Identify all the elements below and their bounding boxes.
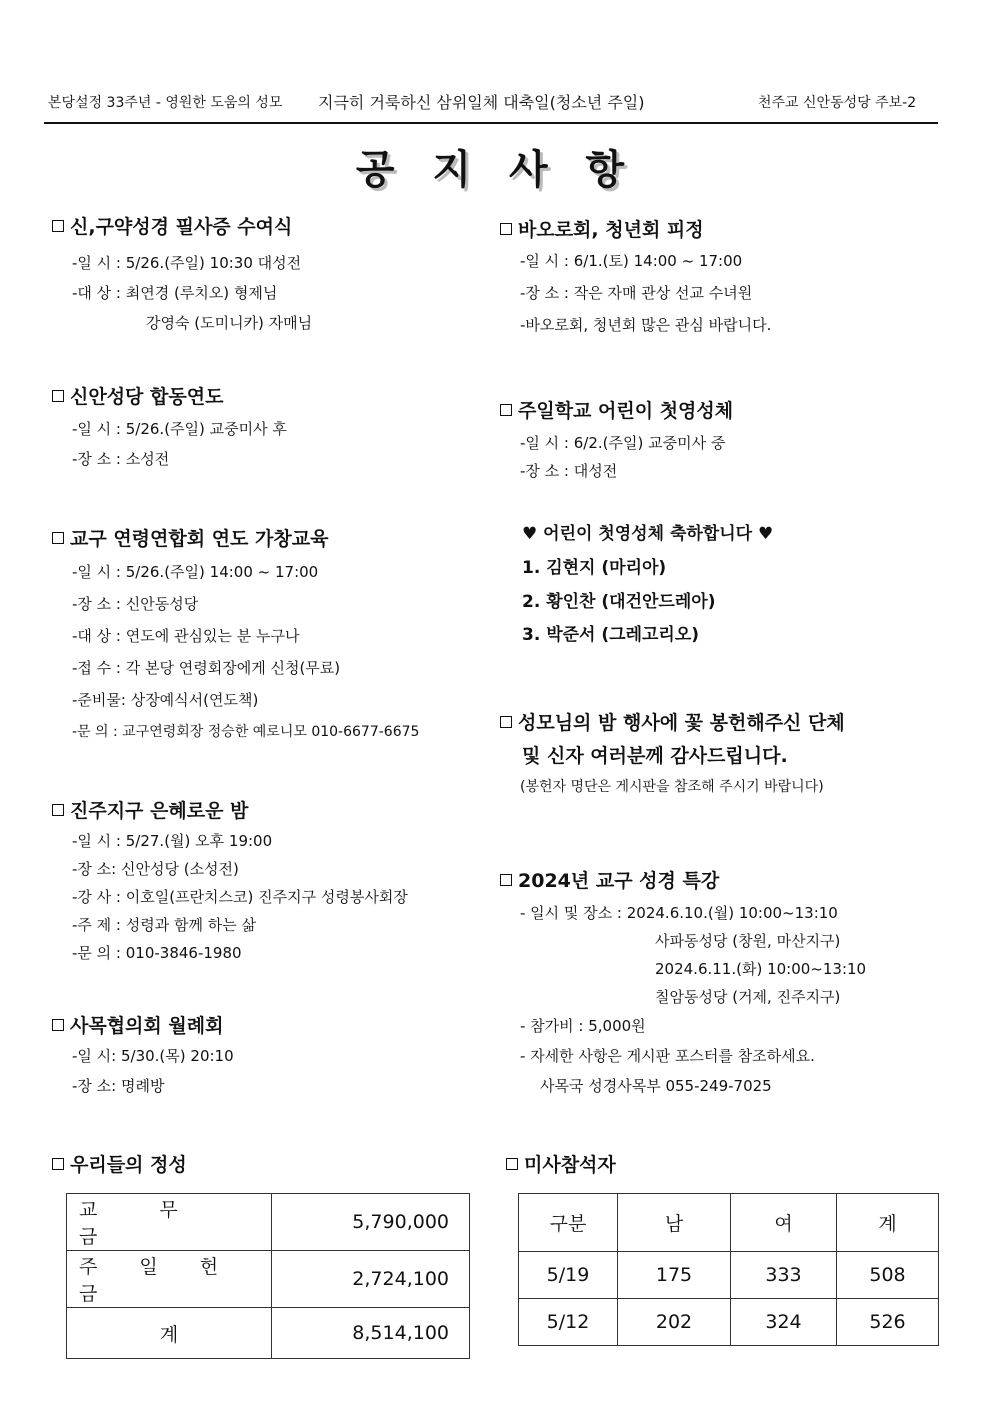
notice-line: - 일시 및 장소 : 2024.6.10.(월) 10:00~13:10 [520,904,838,922]
section-title: 2024년 교구 성경 특강 [500,866,719,893]
congrats-name: 1. 김현지 (마리아) [522,558,667,578]
table-cell: 202 [618,1299,731,1346]
notice-line: -일 시 : 5/27.(월) 오후 19:00 [72,832,273,850]
page-title: 공 지 사 항 [355,147,637,193]
notice-line: -일 시 : 5/26.(주일) 교중미사 후 [72,420,287,438]
offering-label: 교 무 금 [67,1194,272,1251]
offering-label: 계 [67,1308,272,1359]
header-parish-anniversary: 본당설정 33주년 - 영원한 도움의 성모 [48,95,283,111]
notice-line: -장 소 : 대성전 [520,462,618,480]
congrats-name: 3. 박준서 (그레고리오) [522,625,700,645]
notice-line: - 참가비 : 5,000원 [520,1017,646,1035]
notice-line: -준비물: 상장예식서(연도책) [72,691,259,709]
table-header-row [519,1194,939,1252]
notice-line: -장 소 : 신안동성당 [72,595,199,613]
offerings-title: 우리들의 정성 [52,1150,187,1177]
section-title: 진주지구 은혜로운 밤 [52,796,248,823]
section-title-continued: 및 신자 여러분께 감사드립니다. [522,745,788,767]
notice-line: -일 시 : 6/2.(주일) 교중미사 중 [520,434,726,452]
notice-line: -장 소: 명례방 [72,1077,165,1095]
section-title: 신안성당 합동연도 [52,382,223,409]
table-cell: 5/19 [519,1252,618,1299]
table-row [519,1299,939,1346]
table-cell: 526 [837,1299,939,1346]
column-header: 구분 [519,1194,618,1252]
checkbox-icon [52,390,64,402]
notice-line: - 자세한 사항은 게시판 포스터를 참조하세요. [520,1047,815,1065]
table-cell: 175 [618,1252,731,1299]
table-row [67,1251,470,1308]
offering-amount: 5,790,000 [272,1194,470,1251]
notice-line: -일 시 : 5/26.(주일) 10:30 대성전 [72,254,302,272]
table-row [67,1308,470,1359]
table-cell: 5/12 [519,1299,618,1346]
checkbox-icon [52,1158,64,1170]
column-header: 남 [618,1194,731,1252]
table-row [519,1252,939,1299]
notice-line: -대 상 : 최연경 (루치오) 형제님 [72,284,278,302]
attendance-table [518,1193,939,1346]
notice-line: 2024.6.11.(화) 10:00~13:10 [655,960,867,978]
notice-line: -접 수 : 각 본당 연령회장에게 신청(무료) [72,659,341,677]
checkbox-icon [52,1019,64,1031]
section-title: 성모님의 밤 행사에 꽃 봉헌해주신 단체 [500,708,845,735]
notice-line: -장 소 : 소성전 [72,450,170,468]
header-bulletin: 천주교 신안동성당 주보-2 [758,95,917,111]
notice-line: -일 시 : 6/1.(토) 14:00 ~ 17:00 [520,252,743,270]
section-title: 교구 연령연합회 연도 가창교육 [52,524,328,551]
table-row [67,1194,470,1251]
checkbox-icon [500,223,512,235]
congrats-heading: ♥ 어린이 첫영성체 축하합니다 ♥ [522,524,774,544]
section-title: 신,구약성경 필사증 수여식 [52,212,292,239]
attendance-title: 미사참석자 [506,1150,616,1177]
notice-line: 칠암동성당 (거제, 진주지구) [655,988,841,1006]
notice-line: -문 의 : 교구연령회장 정승한 예로니모 010-6677-6675 [72,724,420,740]
checkbox-icon [506,1158,518,1170]
section-title: 바오로회, 청년회 피정 [500,215,704,242]
checkbox-icon [500,716,512,728]
notice-line: -장 소: 신안성당 (소성전) [72,860,239,878]
congrats-name: 2. 황인찬 (대건안드레아) [522,592,716,612]
header-feast: 지극히 거룩하신 삼위일체 대축일(청소년 주일) [318,93,645,112]
notice-line: 사목국 성경사목부 055-249-7025 [540,1077,772,1095]
checkbox-icon [52,220,64,232]
column-header: 여 [731,1194,837,1252]
notice-line: -일 시: 5/30.(목) 20:10 [72,1047,234,1065]
notice-line: -문 의 : 010-3846-1980 [72,944,242,962]
header-divider [44,122,938,124]
checkbox-icon [52,532,64,544]
notice-line: -장 소 : 작은 자매 관상 선교 수녀원 [520,284,753,302]
notice-line: -강 사 : 이호일(프란치스코) 진주지구 성령봉사회장 [72,888,408,906]
table-cell: 333 [731,1252,837,1299]
notice-line: -주 제 : 성령과 함께 하는 삶 [72,916,256,934]
checkbox-icon [500,404,512,416]
offering-label: 주 일 헌 금 [67,1251,272,1308]
table-cell: 508 [837,1252,939,1299]
notice-line: 사파동성당 (창원, 마산지구) [655,932,841,950]
section-title: 주일학교 어린이 첫영성체 [500,396,733,423]
offerings-table [66,1193,470,1359]
notice-line: -일 시 : 5/26.(주일) 14:00 ~ 17:00 [72,563,319,581]
checkbox-icon [52,804,64,816]
section-title: 사목협의회 월례회 [52,1011,223,1038]
offering-amount: 2,724,100 [272,1251,470,1308]
notice-line: -바오로회, 청년회 많은 관심 바랍니다. [520,316,772,334]
table-cell: 324 [731,1299,837,1346]
notice-line: 강영숙 (도미니카) 자매님 [146,314,313,332]
offering-amount: 8,514,100 [272,1308,470,1359]
notice-line: -대 상 : 연도에 관심있는 분 누구나 [72,627,300,645]
checkbox-icon [500,874,512,886]
column-header: 계 [837,1194,939,1252]
note-text: (봉헌자 명단은 게시판을 참조해 주시기 바랍니다) [520,779,824,795]
